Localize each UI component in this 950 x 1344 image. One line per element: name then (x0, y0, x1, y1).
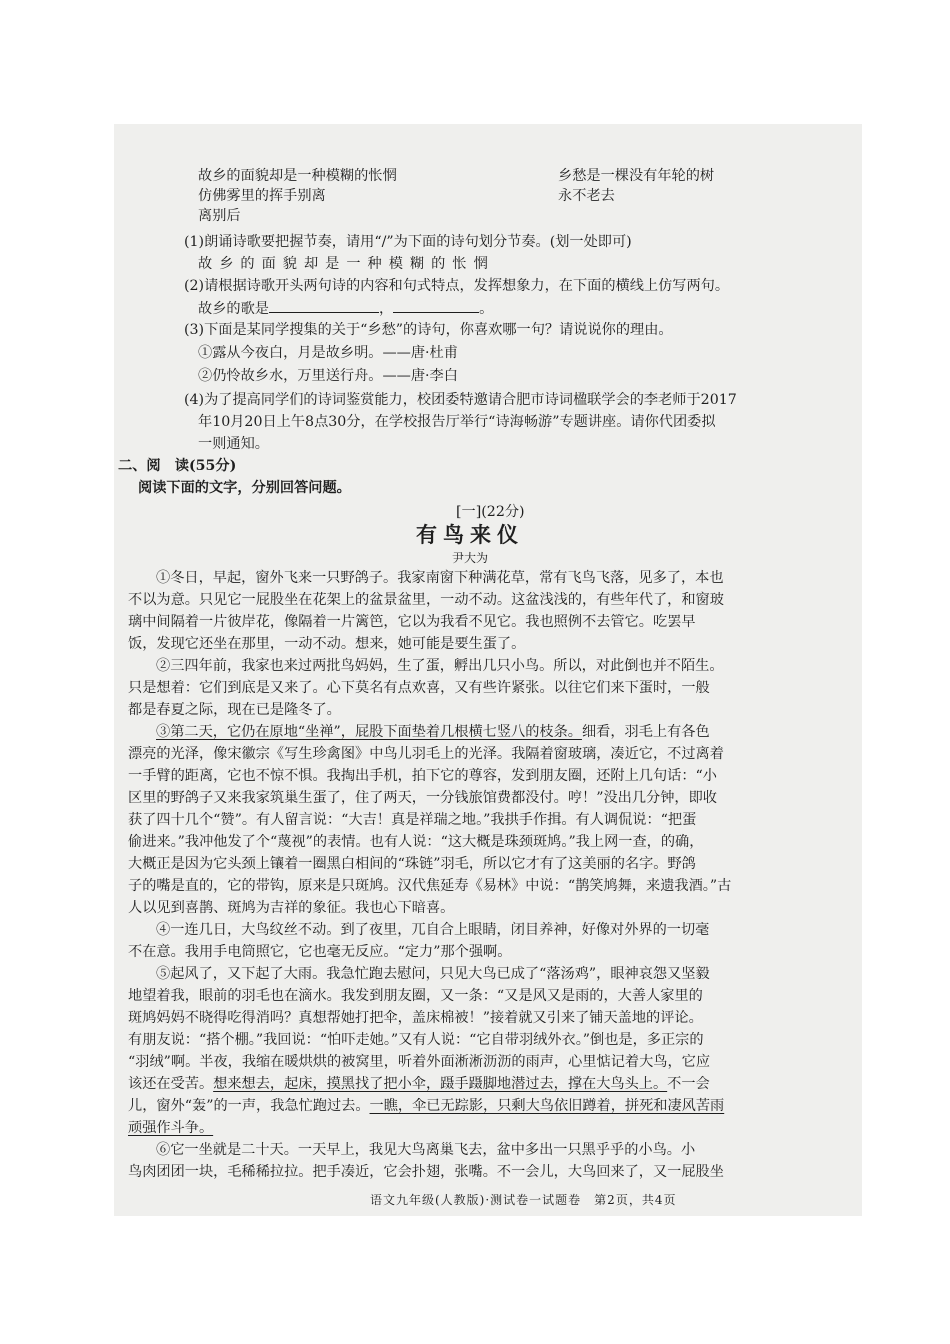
article-line: 子的嘴是直的，它的带钩，原来是只斑鸠。汉代焦延寿《易林》中说：“鹊笑鸠舞，来遗我酒。”古 (128, 878, 732, 894)
question-3-option-b: ②仍怜故乡水，万里送行舟。——唐·李白 (198, 368, 458, 384)
article-line: 璃中间隔着一片彼岸花，像隔着一片篱笆，它以为我看不见它。我也照例不去管它。吃罢早 (128, 614, 696, 630)
article-line: ⑤起风了，又下起了大雨。我急忙跑去慰问，只见大鸟已成了“落汤鸡”，眼神哀怨又坚毅 (156, 966, 710, 982)
underlined-sentence: 顽强作斗争。 (128, 1120, 214, 1136)
article-line: 都是春夏之际，现在已是隆冬了。 (128, 702, 341, 718)
underlined-sentence: 一瞧，伞已无踪影，只剩大鸟依旧蹲着，拼死和凄风苦雨 (369, 1098, 725, 1114)
article-author: 尹大为 (452, 551, 489, 565)
article-text: 不一会 (667, 1076, 710, 1092)
question-2: (2)请根据诗歌开头两句诗的内容和句式特点，发挥想象力，在下面的横线上仿写两句。 (184, 278, 730, 294)
article-text: 该还在受苦。 (128, 1076, 214, 1092)
article-line: 获了四十几个“赞”。有人留言说：“大吉！真是祥瑞之地。”我拱手作揖。有人调侃说：“把蛋 (128, 812, 697, 828)
article-text: 细看，羽毛上有各色 (581, 724, 710, 740)
question-3: (3)下面是某同学搜集的关于“乡愁”的诗句，你喜欢哪一句？请说说你的理由。 (184, 322, 673, 338)
answer-blank-1[interactable] (269, 298, 379, 313)
page-footer: 语文九年级(人教版)·测试卷一试题卷 第2页，共4页 (370, 1193, 677, 1207)
article-title: 有鸟来仪 (416, 522, 524, 547)
exam-page (114, 124, 862, 1216)
article-line: 饭，发现它还坐在那里，一动不动。想来，她可能是要生蛋了。 (128, 636, 526, 652)
article-line (128, 1118, 213, 1138)
article-line: 地望着我，眼前的羽毛也在滴水。我发到朋友圈，又一条：“又是风又是雨的，大善人家里的 (128, 988, 703, 1004)
question-2-comma: ， (378, 301, 394, 317)
poem-line: 乡愁是一棵没有年轮的树 (558, 168, 715, 184)
poem-line: 仿佛雾里的挥手别离 (198, 188, 326, 204)
question-3-option-a: ①露从今夜白，月是故乡明。——唐·杜甫 (198, 345, 458, 361)
answer-blank-2[interactable] (393, 298, 479, 313)
article-line: 不在意。我用手电筒照它，它也毫无反应。“定力”那个强啊。 (128, 944, 512, 960)
article-line: 大概正是因为它头颈上镶着一圈黑白相间的“珠链”羽毛，所以它才有了这美丽的名字。野鸽 (128, 856, 696, 872)
article-line: “羽绒”啊。半夜，我缩在暖烘烘的被窝里，听着外面淅淅沥沥的雨声，心里惦记着大鸟，它应 (128, 1054, 711, 1070)
article-line: 鸟肉团团一块，毛稀稀拉拉。把手凑近，它会扑翅，张嘴。不一会儿，大鸟回来了，又一屁股坐 (128, 1164, 724, 1180)
article-line: 斑鸠妈妈不晓得吃得消吗？真想帮她打把伞，盖床棉被！”接着就又引来了铺天盖地的评论。 (128, 1010, 703, 1026)
article-line: ②三四年前，我家也来过两批鸟妈妈，生了蛋，孵出几只小鸟。所以，对此倒也并不陌生。 (156, 658, 724, 674)
question-1: (1)朗诵诗歌要把握节奏，请用“/”为下面的诗句划分节奏。(划一处即可) (184, 234, 632, 250)
article-line (128, 1074, 710, 1094)
question-1-verse: 故乡的面貌却是一种模糊的怅惘 (198, 256, 495, 272)
article-line: 区里的野鸽子又来我家筑巢生蛋了，住了两天，一分钱旅馆费都没付。哼！”没出几分钟，即收 (128, 790, 717, 806)
section-heading: 二、阅 读(55分) (118, 458, 237, 474)
poem-line: 故乡的面貌却是一种模糊的怅惘 (198, 168, 397, 184)
article-line: 有朋友说：“搭个棚。”我回说：“怕吓走她。”又有人说：“它自带羽绒外衣。”倒也是，多正宗的 (128, 1032, 704, 1048)
article-line (156, 722, 710, 742)
question-2-prefix: 故乡的歌是 (198, 301, 269, 317)
question-2-answer-line (198, 298, 493, 319)
article-line: ①冬日，早起，窗外飞来一只野鸽子。我家南窗下种满花草，常有飞鸟飞落，见多了，本也 (156, 570, 724, 586)
question-2-end: 。 (479, 301, 494, 317)
article-line: ④一连几日，大鸟纹丝不动。到了夜里，兀自合上眼睛，闭目养神，好像对外界的一切毫 (156, 922, 710, 938)
section-instruction: 阅读下面的文字，分别回答问题。 (138, 480, 351, 496)
article-line: ⑥它一坐就是二十天。一天早上，我见大鸟离巢飞去，盆中多出一只黑乎乎的小鸟。小 (156, 1142, 696, 1158)
article-text: 儿，窗外“轰”的一声，我急忙跑过去。 (128, 1098, 370, 1114)
underlined-sentence: 想来想去，起床，摸黑找了把小伞，蹑手蹑脚地潜过去，撑在大鸟头上。 (213, 1076, 668, 1092)
question-4: (4)为了提高同学们的诗词鉴赏能力，校团委特邀请合肥市诗词楹联学会的李老师于2017 (184, 392, 737, 408)
article-line: 不以为意。只见它一屁股坐在花架上的盆景盆里，一动不动。这盆浅浅的，有些年代了，和窗玻 (128, 592, 724, 608)
question-4: 一则通知。 (198, 436, 269, 452)
poem-line: 永不老去 (558, 188, 615, 204)
article-line: 偷进来。”我冲他发了个“蔑视”的表情。也有人说：“这大概是珠颈斑鸠。”我上网一查，的确， (128, 834, 704, 850)
article-line: 人以见到喜鹊、斑鸠为吉祥的象征。我也心下暗喜。 (128, 900, 455, 916)
article-line: 只是想着：它们到底是又来了。心下莫名有点欢喜，又有些许紧张。以往它们来下蛋时，一般 (128, 680, 710, 696)
poem-line: 离别后 (198, 208, 241, 224)
article-line (128, 1096, 724, 1116)
underlined-sentence: ③第二天，它仍在原地“坐禅”，屁股下面垫着几根横七竖八的枝条。 (156, 724, 582, 740)
article-line: 漂亮的光泽，像宋徽宗《写生珍禽图》中鸟儿羽毛上的光泽。我隔着窗玻璃，凑近它，不过离着 (128, 746, 724, 762)
question-4: 年10月20日上午8点30分，在学校报告厅举行“诗海畅游”专题讲座。请你代团委拟 (198, 414, 716, 430)
part-label: [一](22分) (456, 504, 525, 520)
article-line: 一手臂的距离，它也不惊不惧。我掏出手机，拍下它的尊容，发到朋友圈，还附上几句话：“小 (128, 768, 717, 784)
